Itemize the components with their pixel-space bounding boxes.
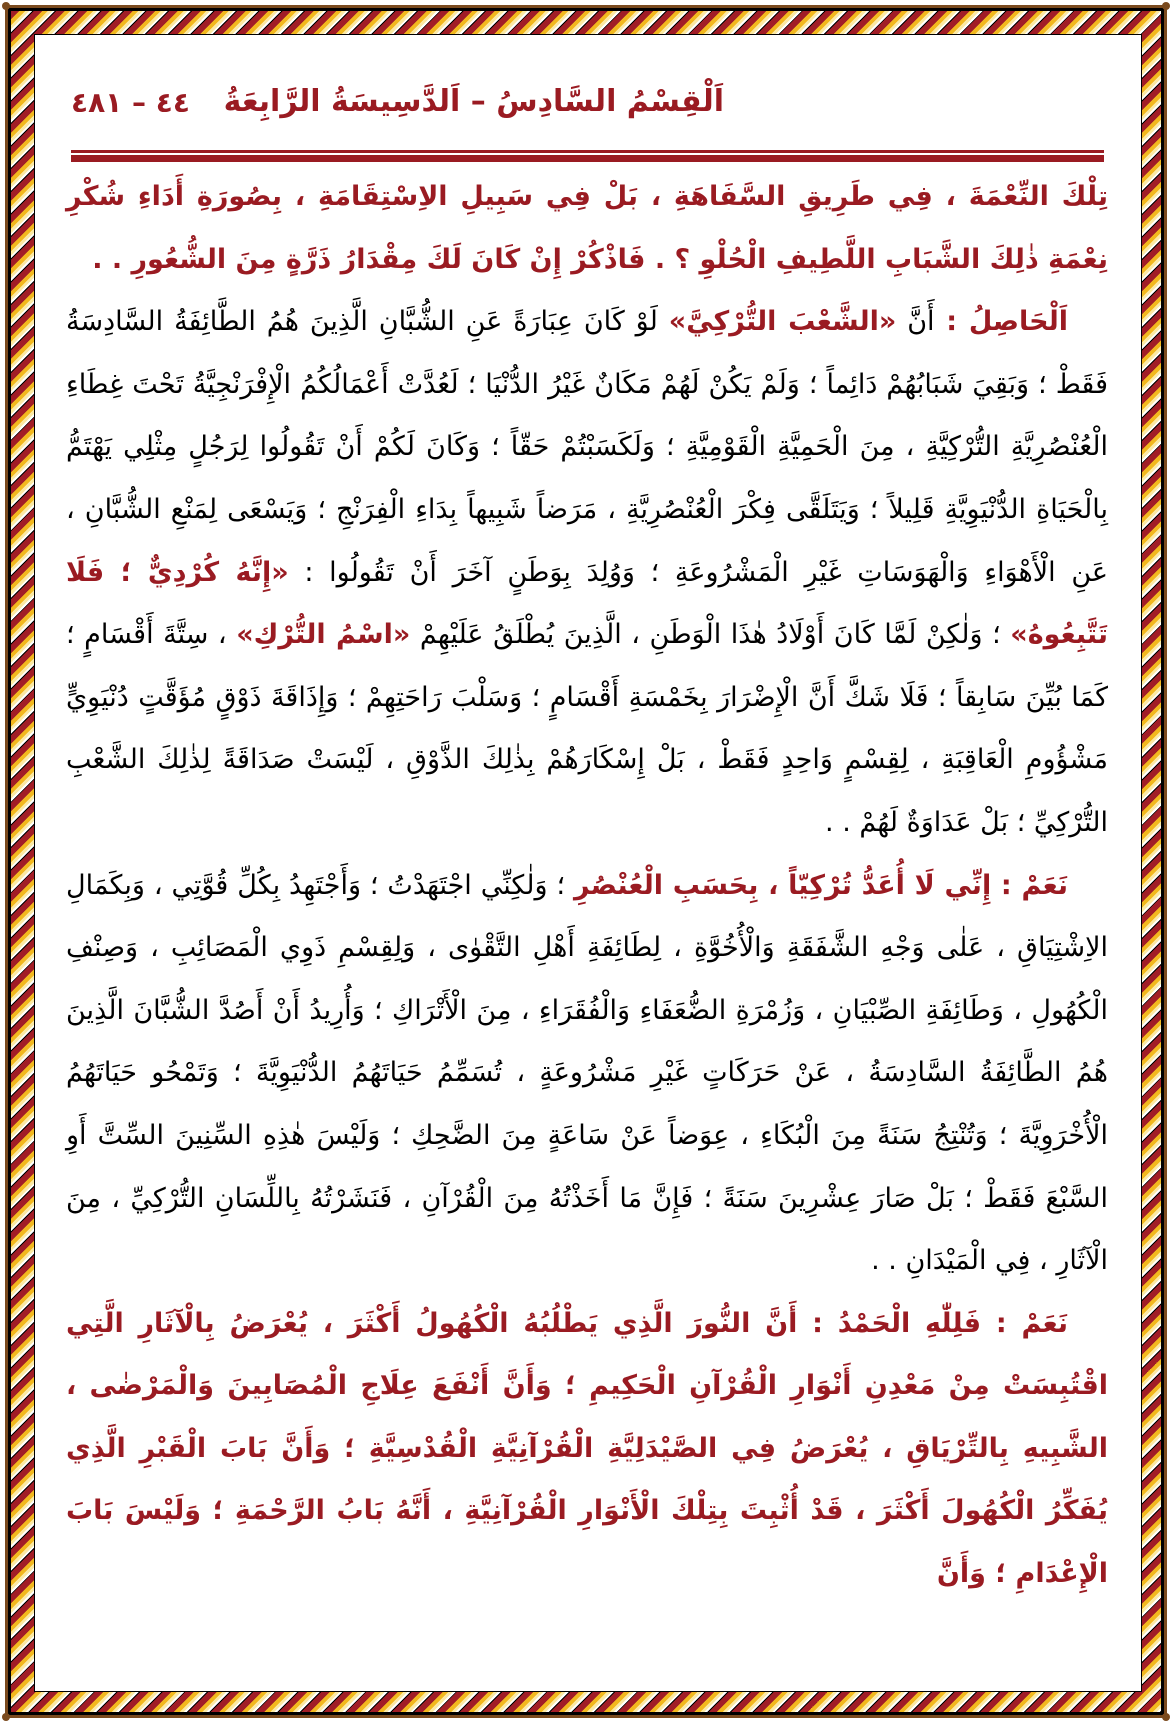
paragraph-1 (66, 166, 1108, 291)
paragraph-text: تِلْكَ النِّعْمَةَ ، فِي طَرِيقِ السَّفَاهَةِ ، بَلْ فِي سَبِيلِ الاِسْتِقَامَةِ ، بِصُورَةِ أَدَاءِ شُكْرِ نِعْمَةِ ذٰلِكَ الشَّبَابِ اللَّطِيفِ الْحُلْوِ ؟ . فَاذْكُرْ إِنْ كَانَ لَكَ مِقْدَارُ ذَرَّةٍ مِنَ الشُّعُورِ . . (66, 181, 1108, 275)
section-title: اَلْقِسْمُ السَّادِسُ – اَلدَّسِيسَةُ الرَّابِعَةُ (223, 84, 724, 119)
paragraph-text: ، سِتَّةَ أَقْسَامٍ ؛ كَمَا بُيِّنَ سَابِقاً ؛ فَلَا شَكَّ أَنَّ الْإِضْرَارَ بِخَمْسَةِ أَقْسَامٍ ؛ وَسَلْبَ رَاحَتِهِمْ ؛ وَإِذَاقَةَ ذَوْقٍ مُؤَقَّتٍ دُنْيَوِيٍّ مَشْؤُومِ الْعَاقِبَةِ ، لِقِسْمٍ وَاحِدٍ فَقَطْ ، بَلْ إِسْكَارَهُمْ بِذٰلِكَ الذَّوْقِ ، لَيْسَتْ صَدَاقَةً لِذٰلِكَ الشَّعْبِ التُّرْكِيِّ ؛ بَلْ عَدَاوَةٌ لَهُمْ . . (66, 619, 1108, 838)
paragraph-lead: نَعَمْ : إِنِّي لَا أُعَدُّ تُرْكِيّاً ، بِحَسَبِ الْعُنْصُرِ (573, 869, 1069, 901)
paragraph-text: ؛ وَلٰكِنْ لَمَّا كَانَ أَوْلَادُ هٰذَا الْوَطَنِ ، الَّذِينَ يُطْلَقُ عَلَيْهِمْ (410, 619, 1011, 651)
corner-ornament-icon (1162, 1713, 1170, 1721)
page-header (71, 84, 1104, 144)
header-rule-thin (71, 150, 1104, 153)
quoted-phrase: «اسْمُ التُّرْكِ» (236, 619, 411, 651)
paragraph-2 (66, 291, 1108, 854)
paragraph-text: أَنَّ (896, 306, 935, 338)
paragraph-text: نَعَمْ : فَلِلّٰهِ الْحَمْدُ : أَنَّ النُّورَ الَّذِي يَطْلُبُهُ الْكُهُولُ أَكْثَرَ ، يُعْرَضُ بِالْآثَارِ الَّتِي اقْتُبِسَتْ مِنْ مَعْدِنِ أَنْوَارِ الْقُرْآنِ الْحَكِيمِ ؛ وَأَنَّ أَنْفَعَ عِلَاجِ الْمُصَابِينَ وَالْمَرْضٰى ، الشَّبِيهِ بِالتِّرْيَاقِ ، يُعْرَضُ فِي الصَّيْدَلِيَّةِ الْقُرْآنِيَّةِ الْقُدْسِيَّةِ ؛ وَأَنَّ بَابَ الْقَبْرِ الَّذِي يُفَكِّرُ الْكُهُولَ أَكْثَرَ ، قَدْ أُثْبِتَ بِتِلْكَ الْأَنْوَارِ الْقُرْآنِيَّةِ ، أَنَّهُ بَابُ الرَّحْمَةِ ؛ وَلَيْسَ بَابَ الْإِعْدَامِ ؛ وَأَنَّ (66, 1307, 1108, 1590)
corner-ornament-icon (2, 1713, 10, 1721)
quoted-phrase: «الشَّعْبَ التُّرْكِيَّ» (668, 306, 897, 338)
paragraph-lead: اَلْحَاصِلُ : (934, 306, 1069, 338)
paragraph-4 (66, 1293, 1108, 1606)
corner-ornament-icon (2, 2, 10, 10)
paragraph-3 (66, 855, 1108, 1293)
page-body (66, 166, 1108, 1606)
quoted-phrase: «إِنَّهُ كُرْدِيٌّ ؛ فَلَا تَتَّبِعُوهُ» (66, 556, 1108, 651)
paragraph-text: ؛ وَلٰكِنِّي اجْتَهَدْتُ ؛ وَأَجْتَهِدُ بِكُلِّ قُوَّتِي ، وَبِكَمَالِ الاِشْتِيَاقِ ، عَلٰى وَجْهِ الشَّفَقَةِ وَالْأُخُوَّةِ ، لِطَائِفَةِ أَهْلِ التَّقْوٰى ، وَلِقِسْمِ ذَوِي الْمَصَائِبِ ، وَصِنْفِ الْكُهُولِ ، وَطَائِفَةِ الصِّبْيَانِ ، وَزُمْرَةِ الضُّعَفَاءِ وَالْفُقَرَاءِ ، مِنَ الْأَتْرَاكِ ؛ وَأُرِيدُ أَنْ أَصُدَّ الشُّبَّانَ الَّذِينَ هُمُ الطَّائِفَةُ السَّادِسَةُ ، عَنْ حَرَكَاتٍ غَيْرِ مَشْرُوعَةٍ ، تُسَمِّمُ حَيَاتَهُمُ الدُّنْيَوِيَّةَ ؛ وَتَمْحُو حَيَاتَهُمُ الْأُخْرَوِيَّةَ ؛ وَتُنْتِجُ سَنَةً مِنَ الْبُكَاءِ ، عِوَضاً عَنْ سَاعَةٍ مِنَ الضَّحِكِ ؛ وَلَيْسَ هٰذِهِ السِّنِينَ السِّتَّ أَوِ السَّبْعَ فَقَطْ ؛ بَلْ صَارَ عِشْرِينَ سَنَةً ؛ فَإِنَّ مَا أَخَذْتُهُ مِنَ الْقُرْآنِ ، فَنَشَرْتُهُ بِاللِّسَانِ التُّرْكِيِّ ، مِنَ الْآثَارِ ، فِي الْمَيْدَانِ . . (66, 869, 1108, 1277)
header-rule-thick (71, 155, 1104, 162)
corner-ornament-icon (1162, 2, 1170, 10)
page-reference: ٤٤ – ٤٨١ (71, 86, 190, 119)
paragraph-text: لَوْ كَانَ عِبَارَةً عَنِ الشُّبَّانِ الَّذِينَ هُمُ الطَّائِفَةُ السَّادِسَةُ فَقَطْ ؛ وَبَقِيَ شَبَابُهُمْ دَائِماً ؛ وَلَمْ يَكُنْ لَهُمْ مَكَانٌ غَيْرُ الدُّنْيَا ؛ لَعُدَّتْ أَعْمَالُكُمُ الْإِفْرَنْجِيَّةُ تَحْتَ غِطَاءِ الْعُنْصُرِيَّةِ التُّرْكِيَّةِ ، مِنَ الْحَمِيَّةِ الْقَوْمِيَّةِ ؛ وَلَكَسَبْتُمْ حَقّاً ؛ وَكَانَ لَكُمْ أَنْ تَقُولُوا لِرَجُلٍ مِثْلِي يَهْتَمُّ بِالْحَيَاةِ الدُّنْيَوِيَّةِ قَلِيلاً ؛ وَيَتَلَقَّى فِكْرَ الْعُنْصُرِيَّةِ ، مَرَضاً شَبِيهاً بِدَاءِ الْفِرَنْجِ ؛ وَيَسْعَى لِمَنْعِ الشُّبَّانِ ، عَنِ الْأَهْوَاءِ وَالْهَوَسَاتِ غَيْرِ الْمَشْرُوعَةِ ؛ وَوُلِدَ بِوَطَنٍ آخَرَ أَنْ تَقُولُوا : (66, 306, 1108, 588)
